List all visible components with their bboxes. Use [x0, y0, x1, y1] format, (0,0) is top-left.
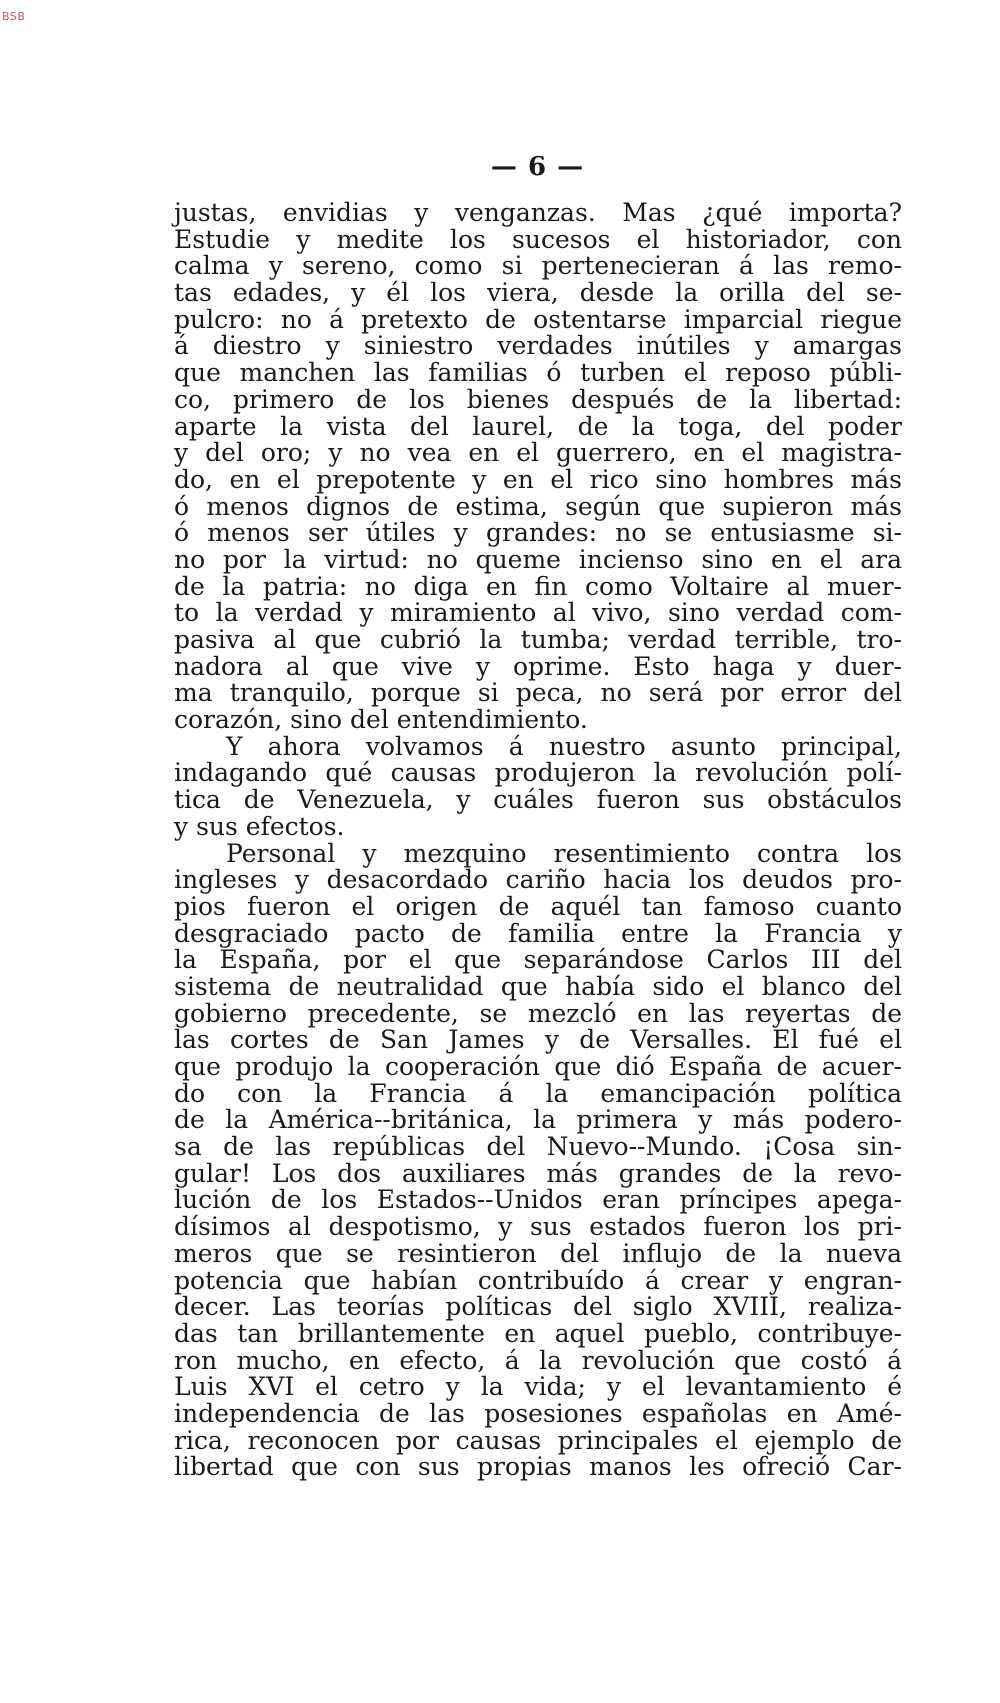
text-line: libertad que con sus propias manos les ofreció Car- — [174, 1452, 902, 1482]
paragraph-first-line: Y ahora volvamos á nuestro asunto principal, — [226, 731, 902, 761]
text-line: la España, por el que separándose Carlos III del — [174, 945, 902, 975]
text-line: sa de las repúblicas del Nuevo--Mundo. ¡Cosa sin- — [174, 1132, 902, 1162]
text-line: las cortes de San James y de Versalles. El fué el — [174, 1025, 902, 1055]
text-line: meros que se resintieron del influjo de la nueva — [174, 1238, 902, 1268]
text-line: tica de Venezuela, y cuáles fueron sus obstáculos — [174, 785, 902, 815]
text-line: pios fueron el origen de aquél tan famoso cuanto — [174, 891, 902, 921]
text-line: calma y sereno, como si pertenecieran á las remo- — [174, 251, 902, 281]
text-line: potencia que habían contribuído á crear y engran- — [174, 1265, 902, 1295]
text-line: ó menos dignos de estima, según que supieron más — [174, 491, 902, 521]
library-watermark: BSB — [2, 10, 26, 23]
text-line: tas edades, y él los viera, desde la orilla del se- — [174, 278, 902, 308]
text-line: que manchen las familias ó turben el reposo públi- — [174, 358, 902, 388]
text-line: ingleses y desacordado cariño hacia los deudos pro- — [174, 865, 902, 895]
text-line: indagando qué causas produjeron la revolución polí- — [174, 758, 902, 788]
text-line: que produjo la cooperación que dió España de acuer- — [174, 1052, 902, 1081]
text-line: gular! Los dos auxiliares más grandes de la revo- — [174, 1158, 902, 1188]
text-line: no por la virtud: no queme incienso sino en el ara — [174, 544, 902, 574]
text-line: pasiva al que cubrió la tumba; verdad terrible, tro- — [174, 625, 902, 654]
text-line: corazón, sino del entendimiento. — [174, 705, 588, 735]
text-line: do, en el prepotente y en el rico sino hombres más — [174, 464, 902, 494]
text-line: dísimos al despotismo, y sus estados fueron los pri- — [174, 1212, 902, 1242]
text-line: de la patria: no diga en fin como Voltaire al muer- — [174, 571, 902, 601]
text-line: gobierno precedente, se mezcló en las reyertas de — [174, 998, 902, 1028]
text-line: to la verdad y miramiento al vivo, sino verdad com- — [174, 598, 902, 628]
page-number: — 6 — — [490, 152, 585, 182]
text-line: decer. Las teorías políticas del siglo XVIII, realiza- — [174, 1292, 902, 1322]
text-line: desgraciado pacto de familia entre la Francia y — [174, 918, 902, 948]
text-line: rica, reconocen por causas principales el ejemplo de — [174, 1425, 902, 1455]
text-line: y del oro; y no vea en el guerrero, en el magistra- — [174, 438, 902, 468]
text-line: do con la Francia á la emancipación política — [174, 1078, 902, 1108]
text-line: ron mucho, en efecto, á la revolución que costó á — [174, 1345, 902, 1375]
text-line: co, primero de los bienes después de la libertad: — [174, 384, 902, 414]
text-line: ma tranquilo, porque si peca, no será por error del — [174, 678, 902, 708]
text-line: lución de los Estados--Unidos eran príncipes apega- — [174, 1185, 902, 1215]
text-line: justas, envidias y venganzas. Mas ¿qué importa? — [174, 198, 902, 227]
text-line: Estudie y medite los sucesos el historiador, con — [174, 224, 902, 254]
text-line: y sus efectos. — [174, 811, 345, 841]
text-line: aparte la vista del laurel, de la toga, del poder — [174, 411, 902, 441]
text-line: independencia de las posesiones españolas en Amé- — [174, 1398, 902, 1428]
text-line: Luis XVI el cetro y la vida; y el levantamiento é — [174, 1372, 902, 1402]
text-line: das tan brillantemente en aquel pueblo, contribuye- — [174, 1318, 902, 1348]
body-text — [174, 200, 902, 1481]
text-line: sistema de neutralidad que había sido el blanco del — [174, 971, 902, 1001]
paragraph-first-line: Personal y mezquino resentimiento contra los — [226, 838, 902, 868]
text-line: á diestro y siniestro verdades inútiles y amargas — [174, 331, 902, 361]
text-line: ó menos ser útiles y grandes: no se entusiasme si- — [174, 518, 902, 548]
text-line: nadora al que vive y oprime. Esto haga y duer- — [174, 651, 902, 681]
text-line: de la América--británica, la primera y más podero- — [174, 1105, 902, 1135]
text-line: pulcro: no á pretexto de ostentarse imparcial riegue — [174, 304, 902, 334]
